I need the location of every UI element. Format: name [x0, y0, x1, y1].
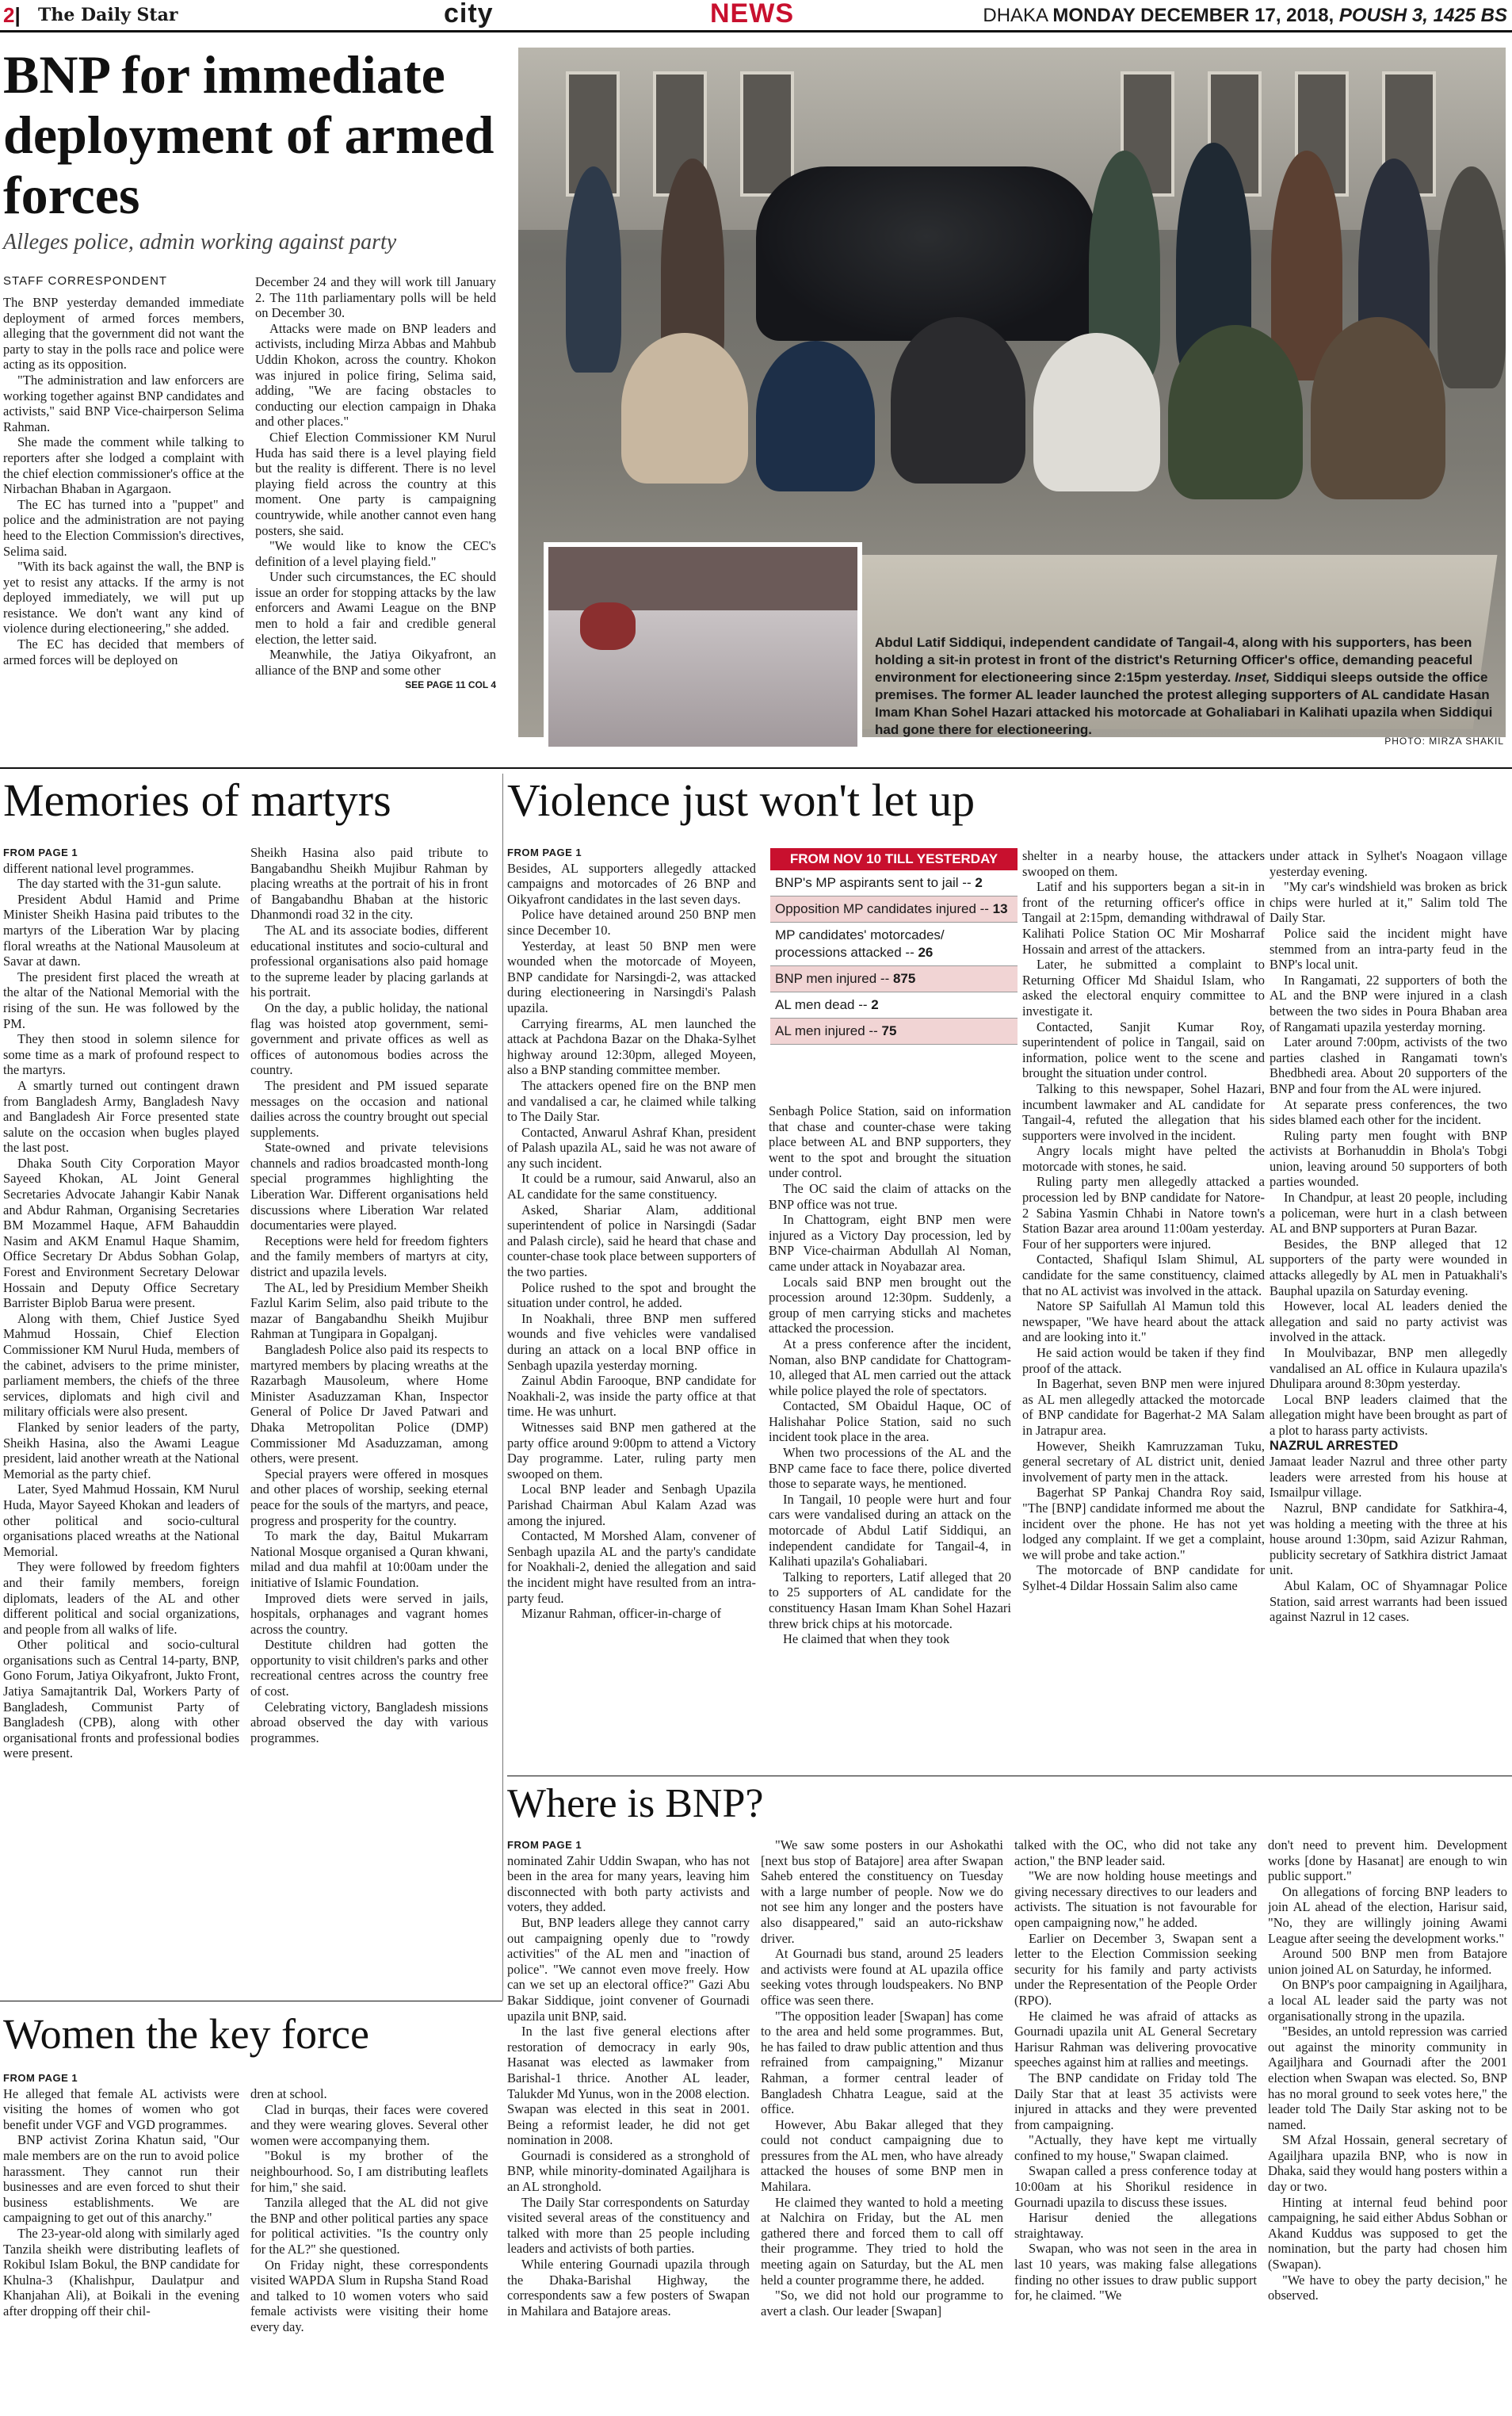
- paragraph: At Gournadi bus stand, around 25 leaders and activists were found at AL upazila office seeking votes through loudspeakers. No BNP office was seen there.: [761, 1946, 1003, 2008]
- paragraph: Harisur denied the allegations straightaway.: [1014, 2210, 1257, 2241]
- paragraph: The AL, led by Presidium Member Sheikh Fazlul Karim Selim, also paid tribute to the mazar of Bangabandhu Sheikh Mujibur Rahman at Tungipara in Gopalganj.: [250, 1279, 488, 1342]
- paragraph: But, BNP leaders allege they cannot carry out campaigning openly due to "rowdy activities" of the AL men and "inaction of police". "We cannot even move freely. How can we set up an electoral office?" Gazi Abu Bakar Siddique, joint convener of Gournadi upazila unit BNP, said.: [507, 1914, 750, 2024]
- paragraph: Receptions were held for freedom fighters and the family members of martyrs at city, district and upazila levels.: [250, 1233, 488, 1280]
- paragraph: Local BNP leader and Senbagh Upazila Parishad Chairman Abul Kalam Azad was among the injured.: [507, 1481, 756, 1528]
- story4-col4: [1268, 1837, 1507, 2411]
- paragraph: "Bokul is my brother of the neighbourhood. So, I am distributing leaflets for him," she said.: [250, 2148, 488, 2195]
- paragraph: The OC said the claim of attacks on the BNP office was not true.: [769, 1180, 1011, 1212]
- paragraph: Later, he submitted a complaint to Returning Officer Md Shaidul Islam, who asked the electoral enquiry committee to investigate it.: [1022, 957, 1265, 1019]
- paragraph: Gournadi is considered as a stronghold of BNP, while minority-dominated Agailjhara is an AL stronghold.: [507, 2147, 750, 2195]
- paragraph: Swapan, who was not seen in the area in last 10 years, was making false allegations finding no other issues to draw public support for, he claimed. "We: [1014, 2241, 1257, 2303]
- paragraph: "So, we did not hold our programme to avert a clash. Our leader [Swapan]: [761, 2288, 1003, 2319]
- paragraph: dren at school.: [250, 2086, 327, 2101]
- paragraph: The AL and its associate bodies, different educational institutes and socio-cultural and professional organisations also paid homage to the supreme leader by placing garlands at his portrait.: [250, 922, 488, 1000]
- paragraph: At a press conference after the incident, Noman, also BNP candidate for Chattogram-10, alleged that AL men carried out the attack while police played the role of spectators.: [769, 1336, 1011, 1398]
- story3-col2: [769, 1103, 1011, 1801]
- paragraph: Witnesses said BNP men gathered at the party office around 9:00pm to attend a Victory Day programme. Later, ruling party men swooped on them.: [507, 1419, 756, 1481]
- paragraph: However, Sheikh Kamruzzaman Tuku, general secretary of AL district unit, denied involvement of party men in the attack.: [1022, 1438, 1265, 1485]
- story2-col1: [3, 845, 239, 1986]
- paragraph: The EC has decided that members of armed forces will be deployed on: [3, 636, 244, 667]
- story1-byline: STAFF CORRESPONDENT: [3, 274, 168, 288]
- photo-caption: Abdul Latif Siddiqui, independent candidate of Tangail-4, along with his supporters, has been holding a sit-in protest in front of the district's Returning Officer's office, demanding peaceful environment for electioneering since 2:15pm yesterday. Inset, Siddiqui sleeps outside the office premises. The former AL leader launched the protest alleging supporters of AL candidate Hasan Imam Khan Sohel Hazari attacked his motorcade at Gohaliabari in Kalihati upazila when Siddiqui had gone there for electioneering.: [875, 635, 1493, 737]
- paragraph: Dhaka South City Corporation Mayor Sayeed Khokan, AL Joint General Secretaries Advocate Jahangir Kabir Nanak and Abdur Rahman, Organising Secretaries BM Mozammel Haque, AFM Bahauddin Nasim and AKM Enamul Haque Shamim, Office Secretary Dr Abdus Sobhan Golap, Forest and Environment Secretary Delowar Hossain and Deputy Office Secretary Barrister Biplob Barua were present.: [3, 1155, 239, 1311]
- paragraph: Bagerhat SP Pankaj Chandra Roy said, "The [BNP] candidate informed me about the incident over the phone. He has not yet lodged any complaint. If we get a complaint, we will probe and take action.": [1022, 1485, 1265, 1562]
- paragraph: He alleged that female AL activists were visiting the homes of women who got benefit under VGF and VGD programmes.: [3, 2085, 239, 2132]
- paragraph: The attackers opened fire on the BNP men and vandalised a car, he claimed while talking to The Daily Star.: [507, 1077, 756, 1125]
- paragraph: He said action would be taken if they find proof of the attack.: [1022, 1345, 1265, 1376]
- paragraph: In Moulvibazar, BNP men allegedly vandalised an AL office in Kulaura upazila's Dhulipara around 8:30pm yesterday.: [1270, 1345, 1507, 1392]
- paragraph: Earlier on December 3, Swapan sent a letter to the Election Commission seeking security for his family and party activists under the Representation of the People Order (RPO).: [1014, 1930, 1257, 2008]
- page-number: 2|: [3, 3, 21, 27]
- paragraph: "Besides, an untold repression was carried out against the minority community in Agailjhara and Gournadi after the 2001 election when Swapan was elected. So, BNP has no moral ground to seek votes here," the leader told The Daily Star asking not to be named.: [1268, 2024, 1507, 2132]
- paragraph: BNP activist Zorina Khatun said, "Our male members are on the run to avoid police harassment. They cannot run their businesses and are even forced to shut their business establishments. We are campaigning to get out of this anarchy.": [3, 2132, 239, 2226]
- photo-credit: PHOTO: MIRZA SHAKIL: [1384, 736, 1504, 747]
- stats-header: FROM NOV 10 TILL YESTERDAY: [770, 848, 1018, 870]
- paragraph: Later, Syed Mahmud Hossain, KM Nurul Huda, Mayor Sayeed Khokan and leaders of other political and socio-cultural organisations placed wreaths at the National Memorial.: [3, 1481, 239, 1559]
- paragraph: Along with them, Chief Justice Syed Mahmud Hossain, Chief Election Commissioner KM Nurul Huda, members of the cabinet, advisers to the prime minister, parliament members, the chiefs of the three services, diplomats and high civil and military officials were also present.: [3, 1310, 239, 1420]
- paragraph: He claimed they wanted to hold a meeting at Nalchira on Friday, but the AL men gathered there and forced them to call off their programme. They tried to hold the meeting again on Saturday, but the AL men held a counter programme there, he added.: [761, 2194, 1003, 2288]
- story1-headline: BNP for immediate deployment of armed forces: [3, 44, 494, 225]
- paragraph: Other political and socio-cultural organisations such as Central 14-party, BNP, Gono Forum, Jatiya Oikyafront, Jukto Front, Jatiya Samajtantrik Dal, Workers Party of Bangladesh, Communist Party of Bangladesh (CPB), along with other organisational fronts and professional bodies were present.: [3, 1637, 239, 1761]
- paragraph: Celebrating victory, Bangladesh missions abroad observed the day with various programmes.: [250, 1699, 488, 1745]
- paragraph: Asked, Shariar Alam, additional superintendent of police in Narsingdi (Sadar and Palash circle), said he heard that chase and counter-chase took place between supporters of the two parties.: [507, 1202, 756, 1280]
- paragraph: On allegations of forcing BNP leaders to join AL ahead of the election, Harisur said, "No, they are willingly joining Awami League after seeing the development works.": [1268, 1883, 1507, 1946]
- story5-headline: Women the key force: [3, 2010, 369, 2058]
- paragraph: Angry locals might have pelted the motorcade with stones, he said.: [1022, 1143, 1265, 1174]
- stat-row: AL men dead -- 2: [770, 992, 1018, 1019]
- paragraph: Jamaat leader Nazrul and three other party leaders were arrested from his house at Ismailpur village.: [1270, 1454, 1507, 1500]
- paragraph: "With its back against the wall, the BNP is yet to resist any attacks. If the army is not deployed immediately, we will put up resistance. We don't want any kind of violence during electioneering," she added.: [3, 559, 244, 636]
- paragraph: Chief Election Commissioner KM Nurul Huda has said there is a level playing field but the reality is different. There is no level playing field across the country at this moment. One party is campaigning countrywide, while another cannot even hang posters, she said.: [255, 429, 496, 538]
- paragraph: Contacted, Sanjit Kumar Roy, superintendent of police in Tangail, said on information, police went to the scene and brought the situation under control.: [1022, 1019, 1265, 1081]
- paragraph: Yesterday, at least 50 BNP men were wounded when the motorcade of Moyeen, BNP candidate for Narsingdi-2, was attacked during electioneering in Narsingdi's Palash upazila.: [507, 938, 756, 1015]
- paragraph: "We have to obey the party decision," he observed.: [1268, 2272, 1507, 2303]
- paragraph: Contacted, Shafiqul Islam Shimul, AL candidate for the same constituency, claimed that no AL activist was involved in the attack.: [1022, 1252, 1265, 1298]
- inset-photo: [544, 542, 862, 751]
- paragraph: "We would like to know the CEC's definition of a level playing field.": [255, 538, 496, 569]
- paragraph: In Chandpur, at least 20 people, including a policeman, were hurt in a clash between AL and BNP supporters at Puran Bazar.: [1270, 1190, 1507, 1237]
- paragraph: In the last five general elections after restoration of democracy in early 90s, Hasanat was elected as lawmaker from Barishal-1 thrice. Another AL leader, Talukder Md Yunus, won in the 2008 election. Swapan was elected in this seat in 2001. Being a reformist leader, he did not get nomination in 2008.: [507, 2024, 750, 2148]
- paragraph: Clad in burqas, their faces were covered and they were wearing gloves. Several other women were accompanying them.: [250, 2101, 488, 2148]
- paragraph: December 24 and they will work till January 2. The 11th parliamentary polls will be held on December 30.: [255, 274, 496, 321]
- paragraph: When two processions of the AL and the BNP came face to face there, police diverted those to separate ways, he mentioned.: [769, 1445, 1011, 1492]
- story5-col1: [3, 2070, 239, 2411]
- paragraph: nominated Zahir Uddin Swapan, who has not been in the area for many years, leaving him disconnected with both party activists and voters, they added.: [507, 1852, 750, 1915]
- story4-col2: [761, 1837, 1003, 2411]
- story1-kicker: Alleges police, admin working against party: [3, 230, 397, 254]
- paragraph: Improved diets were served in jails, hospitals, orphanages and vagrant homes across the country.: [250, 1590, 488, 1637]
- paragraph: Flanked by senior leaders of the party, Sheikh Hasina, also the Awami League president, laid another wreath at the National Memorial as the party chief.: [3, 1419, 239, 1481]
- paragraph: under attack in Sylhet's Noagaon village yesterday evening.: [1270, 848, 1507, 879]
- paragraph: different national level programmes.: [3, 860, 194, 876]
- paragraph: However, local AL leaders denied the allegation and said no party activist was involved in the attack.: [1270, 1298, 1507, 1345]
- paragraph: At separate press conferences, the two sides blamed each other for the incident.: [1270, 1096, 1507, 1128]
- paragraph: In Rangamati, 22 supporters of both the AL and the BNP were injured in a clash between the two sides in Poura Bhaban area of Rangamati upazila yesterday morning.: [1270, 972, 1507, 1034]
- paragraph: Later around 7:00pm, activists of the two parties clashed in Rangamati town's Bhedbhedi area. About 20 supporters of the BNP and four from the AL were injured.: [1270, 1034, 1507, 1096]
- story3-col1: [507, 845, 756, 1799]
- paragraph: The president and PM issued separate messages on the occasion and national dailies across the country brought out special supplements.: [250, 1077, 488, 1140]
- paragraph: Police rushed to the spot and brought the situation under control, he added.: [507, 1279, 756, 1311]
- paragraph: It could be a rumour, said Anwarul, also an AL candidate for the same constituency.: [507, 1171, 756, 1202]
- paragraph: They then stood in solemn silence for some time as a mark of profound respect to the martyrs.: [3, 1031, 239, 1078]
- paragraph: On BNP's poor campaigning in Agailjhara, a local AL leader said the party was not organisationally strong in the upazila.: [1268, 1977, 1507, 2024]
- paragraph: Meanwhile, the Jatiya Oikyafront, an alliance of the BNP and some other: [255, 647, 496, 678]
- paragraph: Contacted, M Morshed Alam, convener of Senbagh upazila AL and the party's candidate for Noakhali-2, denied the allegation and said the incident might have resulted from an intra-party feud.: [507, 1528, 756, 1606]
- paragraph: State-owned and private televisions channels and radios broadcasted month-long special programmes highlighting the Liberation War. Different organisations held discussions where Liberation War related documentaries were played.: [250, 1140, 488, 1233]
- paragraph: Nazrul, BNP candidate for Satkhira-4, was holding a meeting with the three at his house around 1:30pm, said Azizur Rahman, publicity secretary of Satkhira district Jamaat unit.: [1270, 1500, 1507, 1578]
- paragraph: Zainul Abdin Farooque, BNP candidate for Noakhali-2, was inside the party office at that time. He was unhurt.: [507, 1373, 756, 1420]
- story4-col3: [1014, 1837, 1257, 2411]
- paragraph: They were followed by freedom fighters and their family members, foreign diplomats, leaders of the AL and other different political and social organizations, and people from all walks of life.: [3, 1559, 239, 1637]
- paragraph: SM Afzal Hossain, general secretary of Agailjhara upazila BNP, who is now in Dhaka, said they would hang posters within a day or two.: [1268, 2132, 1507, 2195]
- section-tag: NEWS: [710, 0, 794, 29]
- paragraph: "The opposition leader [Swapan] has come to the area and held some programmes. But, he has failed to draw public attention and thus refrained from campaigning," Mizanur Rahman, a former central leader of Bangladesh Chhatra League, said at the office.: [761, 2008, 1003, 2117]
- paragraph: Abul Kalam, OC of Shyamnagar Police Station, said arrest warrants had been issued against Nazrul in 12 cases.: [1270, 1577, 1507, 1625]
- paragraph: He claimed he was afraid of attacks as Gournadi upazila unit AL General Secretary Harisur Rahman was delivering provocative speeches against him at rallies and meetings.: [1014, 2008, 1257, 2070]
- story3-col4: [1270, 848, 1507, 1799]
- stat-row: AL men injured -- 75: [770, 1019, 1018, 1045]
- paragraph: Under such circumstances, the EC should issue an order for stopping attacks by the law enforcers and Awami League on the BNP men to hold a fair and credible general election, the letter said.: [255, 569, 496, 647]
- paragraph: The day started with the 31-gun salute.: [17, 876, 222, 892]
- paragraph: The Daily Star correspondents on Saturday visited several areas of the constituency and talked with more than 25 people including leaders and activists of both parties.: [507, 2194, 750, 2257]
- paragraph: Natore SP Saifullah Al Mamun told this newspaper, "We have heard about the attack and are looking into it.": [1022, 1298, 1265, 1345]
- paragraph: In Bagerhat, seven BNP men were injured as AL men allegedly attacked the motorcade of BNP candidate for Bagerhat-2 MA Salam in Jatrapur area.: [1022, 1376, 1265, 1438]
- stat-row: BNP men injured -- 875: [770, 966, 1018, 992]
- paragraph: The president first placed the wreath at the altar of the National Memorial with the rising of the sun. He was followed by the PM.: [3, 969, 239, 1031]
- paragraph: In Tangail, 10 people were hurt and four cars were vandalised during an attack on the motorcade of Abdul Latif Siddiqui, an independent candidate for Tangail-4, in Kalihati upazila's Gohaliabari.: [769, 1491, 1011, 1569]
- paragraph: Tanzila alleged that the AL did not give the BNP and other political parties any space for political activities. "Is the country only for the AL?" she questioned.: [250, 2195, 488, 2257]
- story3-col3: [1022, 848, 1265, 1799]
- paragraph: The BNP yesterday demanded immediate deployment of armed forces members, alleging that the government did not want the party to stay in the polls race and police were acting as its opposition.: [3, 295, 244, 373]
- paragraph: The EC has turned into a "puppet" and police and the administration are not paying heed to the Election Commission's directives, Selima said.: [3, 496, 244, 559]
- paragraph: A smartly turned out contingent drawn from Bangladesh Army, Bangladesh Navy and Bangladesh Air Force presented state salute on the occasion when bugles played the last post.: [3, 1077, 239, 1156]
- story2-col2: [250, 845, 488, 1986]
- paragraph: Locals said BNP men brought out the procession around 12:30pm. Suddenly, a group of men carrying sticks and machetes attacked the procession.: [769, 1274, 1011, 1336]
- paragraph: Hinting at internal feud behind poor campaigning, he said either Abdus Sobhan or Akand Kuddus was supposed to get the nomination, but the party had chosen him (Swapan).: [1268, 2194, 1507, 2273]
- paragraph: Ruling party men allegedly attacked a procession led by BNP candidate for Natore- 2 Sabina Yasmin Chhabi in Natore town's Station Bazar area around 11:00am yesterday. Four of her supporters were injured.: [1022, 1174, 1265, 1252]
- paragraph: However, Abu Bakar alleged that they could not conduct campaigning due to pressures from the AL men, who have already attacked the houses of some BNP men in Mahilara.: [761, 2116, 1003, 2195]
- paragraph: Special prayers were offered in mosques and other places of worship, seeking eternal peace for the souls of the martyrs, and peace, progress and prosperity for the country.: [250, 1466, 488, 1528]
- paragraph: The BNP candidate on Friday told The Daily Star that at least 35 activists were injured in attacks and they were prevented from campaigning.: [1014, 2070, 1257, 2132]
- paragraph: Attacks were made on BNP leaders and activists, including Mirza Abbas and Mahbub Uddin Khokon, across the country. Khokon was injured in police firing, Selima said, adding, "We are facing obstacles to conducting our election campaign in Dhaka and other places.": [255, 320, 496, 430]
- paragraph: Ruling party men fought with BNP activists at Borhanuddin in Bhola's Tobgi union, leaving around 50 supporters of both parties wounded.: [1270, 1127, 1507, 1190]
- paragraph: In Noakhali, three BNP men suffered wounds and five vehicles were vandalised during an attack on a local BNP office in Senbagh upazila yesterday morning.: [507, 1310, 756, 1373]
- paragraph: "We saw some posters in our Ashokathi [next bus stop of Batajore] area after Swapan Saheb entered the constituency on Tuesday with a large number of people. Now we do not see him any longer and the posters have also disappeared," said an auto-rickshaw driver.: [761, 1837, 1003, 1946]
- from-page-label: FROM PAGE 1: [507, 1839, 582, 1851]
- paragraph: shelter in a nearby house, the attackers swooped on them.: [1022, 848, 1265, 879]
- from-page-label: FROM PAGE 1: [3, 847, 78, 858]
- paragraph: Senbagh Police Station, said on information that chase and counter-chase were taking place between AL and BNP supporters, they went to the spot and brought the situation under control.: [769, 1103, 1011, 1181]
- from-page-label: FROM PAGE 1: [3, 2072, 78, 2084]
- paragraph: talked with the OC, who did not take any action," the BNP leader said.: [1014, 1837, 1257, 1868]
- paragraph: Carrying firearms, AL men launched the attack at Pachdona Bazar on the Dhaka-Sylhet highway around 12:30pm, alleged Moyeen, also a BNP standing committee member.: [507, 1015, 756, 1078]
- violence-stats-box: [770, 848, 1018, 1045]
- paragraph: "We are now holding house meetings and giving necessary directives to our leaders and activists. The situation is not favourable for open campaigning now," he added.: [1014, 1868, 1257, 1930]
- subhead: NAZRUL ARRESTED: [1270, 1438, 1399, 1453]
- paragraph: The 23-year-old along with similarly aged Tanzila sheikh were distributing leaflets of Rokibul Islam Bokul, the BNP candidate for Khulna-3 (Khalishpur, Daulatpur and Khanjahan Ali), at Boikali in the evening after dropping off their chil-: [3, 2225, 239, 2319]
- story2-headline: Memories of martyrs: [3, 774, 391, 826]
- paragraph: "My car's windshield was broken as brick chips were hurled at it," Salim told The Daily Star.: [1270, 879, 1507, 926]
- paragraph: Police said the incident might have stemmed from an intra-party feud in the BNP's local unit.: [1270, 925, 1507, 973]
- story1-col2: [255, 274, 496, 750]
- paragraph: "The administration and law enforcers are working together against BNP candidates and activists," said BNP Vice-chairperson Selima Rahman.: [3, 372, 244, 434]
- stat-row: BNP's MP aspirants sent to jail -- 2: [770, 870, 1018, 896]
- paragraph: Besides, AL supporters allegedly attacked campaigns and motorcades of 26 BNP and Oikyafront candidates in the last seven days.: [507, 860, 756, 907]
- paragraph: Contacted, Anwarul Ashraf Khan, president of Palash upazila AL, said he was not aware of any such incident.: [507, 1124, 756, 1171]
- paragraph: Talking to reporters, Latif alleged that 20 to 25 supporters of AL candidate for the constituency Hasan Imam Khan Sohel Hazari threw brick chips at his motorcade.: [769, 1569, 1011, 1631]
- paragraph: Latif and his supporters began a sit-in in front of the returning officer's office in Tangail at 2:15pm, demanding withdrawal of Kalihati Police Station OC Mir Mosharraf Hossain and arrest of the attackers.: [1022, 879, 1265, 957]
- paragraph: don't need to prevent him. Development works [done by Hasanat] are enough to win public support.": [1268, 1837, 1507, 1884]
- jump-line: SEE PAGE 11 COL 4: [405, 679, 496, 691]
- paragraph: Swapan called a press conference today at 10:00am at his Shorikul residence in Gournadi upazila to discuss these issues.: [1014, 2163, 1257, 2210]
- story4-headline: Where is BNP?: [507, 1781, 764, 1826]
- stat-row: MP candidates' motorcades/ processions attacked -- 26: [770, 923, 1018, 966]
- paragraph: Destitute children had gotten the opportunity to visit children's parks and other recreational centres across the country free of cost.: [250, 1637, 488, 1699]
- story4-col1: [507, 1837, 750, 2411]
- paragraph: Mizanur Rahman, officer-in-charge of: [521, 1606, 721, 1622]
- paragraph: While entering Gournadi upazila through the Dhaka-Barishal Highway, the correspondents saw a few posters of Swapan in Mahilara and Batajore areas.: [507, 2257, 750, 2319]
- paragraph: In Chattogram, eight BNP men were injured as a Victory Day procession, led by BNP Vice-chairman Abdullah Al Noman, came under attack in Noyabazar area.: [769, 1212, 1011, 1274]
- paragraph: The motorcade of BNP candidate for Sylhet-4 Dildar Hossain Salim also came: [1022, 1562, 1265, 1593]
- paragraph: Around 500 BNP men from Batajore union joined AL on Saturday, he informed.: [1268, 1946, 1507, 1977]
- paragraph: Police have detained around 250 BNP men since December 10.: [507, 907, 756, 938]
- paragraph: Bangladesh Police also paid its respects to martyred members by placing wreaths at the Razarbagh Mausoleum, where Home Minister Asaduzzaman Khan, Inspector General of Police Dr Javed Patwari and Dhaka Metropolitan Police (DMP) Commissioner Md Asaduzzaman, among others, were present.: [250, 1342, 488, 1466]
- masthead: [0, 0, 1512, 32]
- section-label: city: [444, 0, 494, 29]
- paragraph: He claimed that when they took: [783, 1631, 950, 1647]
- paragraph: President Abdul Hamid and Prime Minister Sheikh Hasina paid tributes to the martyrs of the Liberation War by placing floral wreaths at the National Mausoleum at Savar at dawn.: [3, 891, 239, 969]
- paragraph: Contacted, SM Obaidul Haque, OC of Halishahar Police Station, said no such incident took place in the area.: [769, 1398, 1011, 1445]
- paragraph: Besides, the BNP alleged that 12 supporters of the party were wounded in attacks allegedly by AL men in Patuakhali's Bauphal upazila on Saturday evening.: [1270, 1236, 1507, 1298]
- paper-name: The Daily Star: [38, 5, 178, 25]
- stat-row: Opposition MP candidates injured -- 13: [770, 896, 1018, 923]
- from-page-label: FROM PAGE 1: [507, 847, 582, 858]
- paragraph: She made the comment while talking to reporters after she lodged a complaint with the chief election commissioner's office at the Nirbachan Bhaban in Agargaon.: [3, 434, 244, 497]
- paragraph: Sheikh Hasina also paid tribute to Bangabandhu Sheikh Mujibur Rahman by placing wreaths at the portrait of his in front of Bangabandhu Bhaban at the historic Dhanmondi road 32 in the city.: [250, 845, 488, 923]
- paragraph: "Actually, they have kept me virtually confined to my house," Swapan claimed.: [1014, 2132, 1257, 2163]
- story1-col1: [3, 295, 244, 759]
- dateline: DHAKA MONDAY DECEMBER 17, 2018, POUSH 3, 1425 BS: [983, 5, 1507, 26]
- paragraph: Local BNP leaders claimed that the allegation might have been brought as part of a plot to harass party activists.: [1270, 1391, 1507, 1438]
- paragraph: Talking to this newspaper, Sohel Hazari, incumbent lawmaker and AL candidate for Tangail-4, refuted the allegation that his supporters were involved in the incident.: [1022, 1080, 1265, 1143]
- paragraph: On Friday night, these correspondents visited WAPDA Slum in Rupsha Stand Road and talked to 10 women voters who said female activists were visiting their home every day.: [250, 2257, 488, 2334]
- story5-col2: [250, 2086, 488, 2411]
- paragraph: To mark the day, Baitul Mukarram National Mosque organised a Quran khwani, milad and dua mahfil at 10:00am under the initiative of Islamic Foundation.: [250, 1528, 488, 1590]
- story3-headline: Violence just won't let up: [507, 774, 976, 826]
- paragraph: On the day, a public holiday, the national flag was hoisted atop government, semi-government and private offices as well as offices of autonomous bodies across the country.: [250, 1000, 488, 1078]
